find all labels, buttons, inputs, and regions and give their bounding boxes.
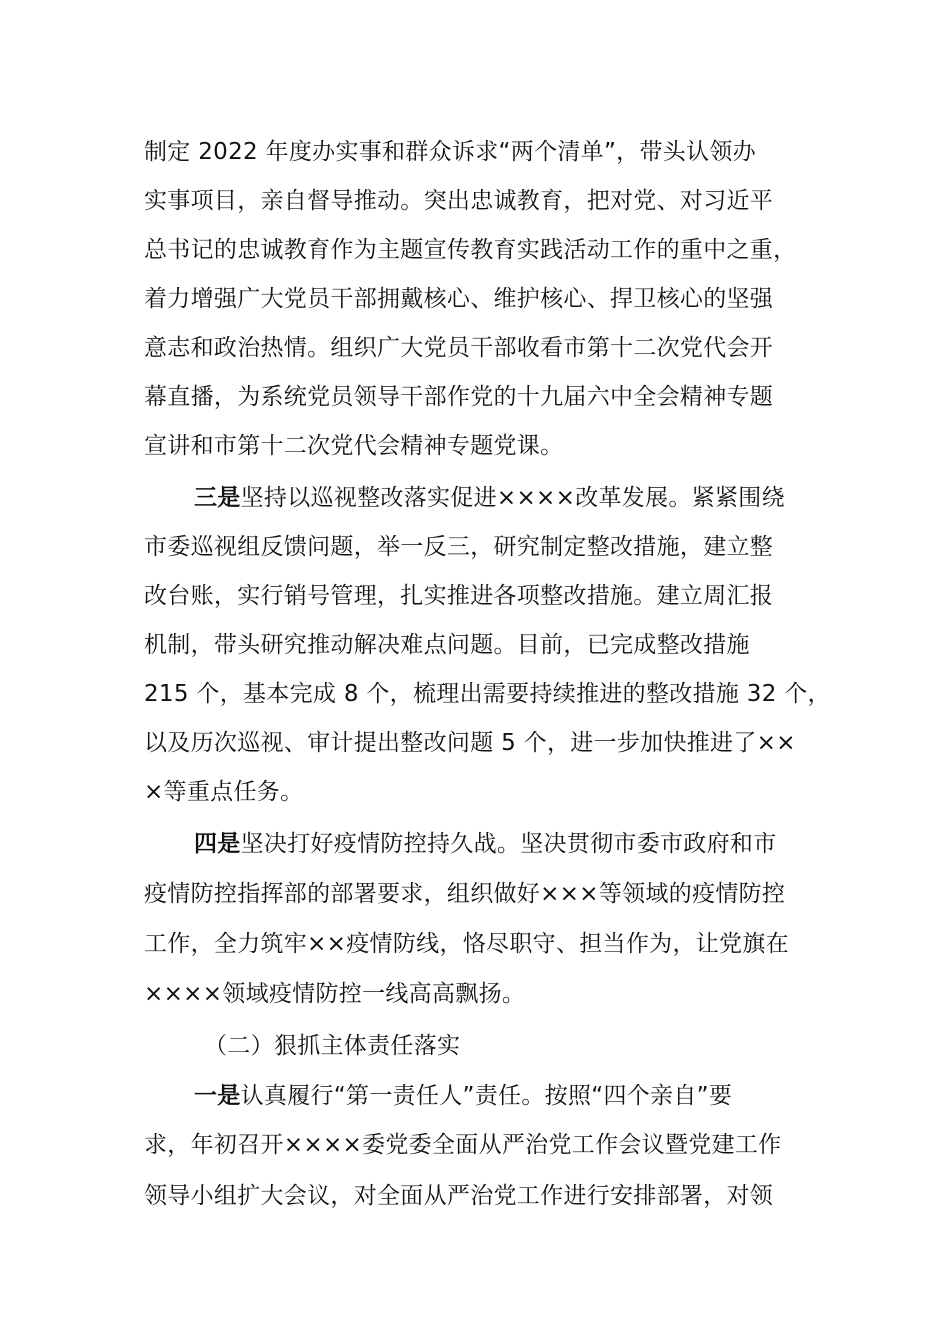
paragraph-line: 实事项目，亲自督导推动。突出忠诚教育，把对党、对习近平 xyxy=(144,188,774,214)
paragraph-lead: 四是 xyxy=(194,831,241,857)
paragraph-line: 工作，全力筑牢××疫情防线，恪尽职守、担当作为，让党旗在 xyxy=(144,931,789,957)
paragraph-lead: 一是 xyxy=(194,1083,241,1109)
paragraph-line: 疫情防控指挥部的部署要求，组织做好×××等领域的疫情防控 xyxy=(144,881,786,907)
paragraph-first-line xyxy=(194,1072,732,1121)
paragraph-line: ×等重点任务。 xyxy=(144,779,304,805)
paragraph-line: 机制，带头研究推动解决难点问题。目前，已完成整改措施 xyxy=(144,632,750,658)
paragraph-text: 坚持以巡视整改落实促进××××改革发展。紧紧围绕 xyxy=(240,485,785,511)
paragraph-line: ××××领域疫情防控一线高高飘扬。 xyxy=(144,981,526,1007)
paragraph-first-line xyxy=(194,474,785,523)
paragraph-line: 总书记的忠诚教育作为主题宣传教育实践活动工作的重中之重， xyxy=(144,237,797,263)
paragraph-line: 求，年初召开××××委党委全面从严治党工作会议暨党建工作 xyxy=(144,1132,782,1158)
paragraph-line: 宣讲和市第十二次党代会精神专题党课。 xyxy=(144,433,564,459)
paragraph-line: 改台账，实行销号管理，扎实推进各项整改措施。建立周汇报 xyxy=(144,583,774,609)
paragraph-line: 领导小组扩大会议，对全面从严治党工作进行安排部署，对领 xyxy=(144,1183,774,1209)
paragraph-text: 坚决打好疫情防控持久战。坚决贯彻市委市政府和市 xyxy=(240,831,777,857)
paragraph-text: 认真履行“第一责任人”责任。按照“四个亲自”要 xyxy=(240,1083,733,1109)
paragraph-line: 以及历次巡视、审计提出整改问题 5 个，进一步加快推进了×× xyxy=(144,730,796,756)
paragraph-line: 制定 2022 年度办实事和群众诉求“两个清单”，带头认领办 xyxy=(144,139,756,165)
paragraph-line: 市委巡视组反馈问题，举一反三，研究制定整改措施，建立整 xyxy=(144,534,774,560)
paragraph-line: 意志和政治热情。组织广大党员干部收看市第十二次党代会开 xyxy=(144,335,774,361)
paragraph-line: 着力增强广大党员干部拥戴核心、维护核心、捍卫核心的坚强 xyxy=(144,286,774,312)
paragraph-lead: 三是 xyxy=(194,485,241,511)
section-heading: （二）狠抓主体责任落实 xyxy=(204,1033,461,1059)
paragraph-line: 215 个，基本完成 8 个，梳理出需要持续推进的整改措施 32 个， xyxy=(144,681,831,707)
paragraph-first-line xyxy=(194,820,777,869)
paragraph-line: 幕直播，为系统党员领导干部作党的十九届六中全会精神专题 xyxy=(144,384,774,410)
